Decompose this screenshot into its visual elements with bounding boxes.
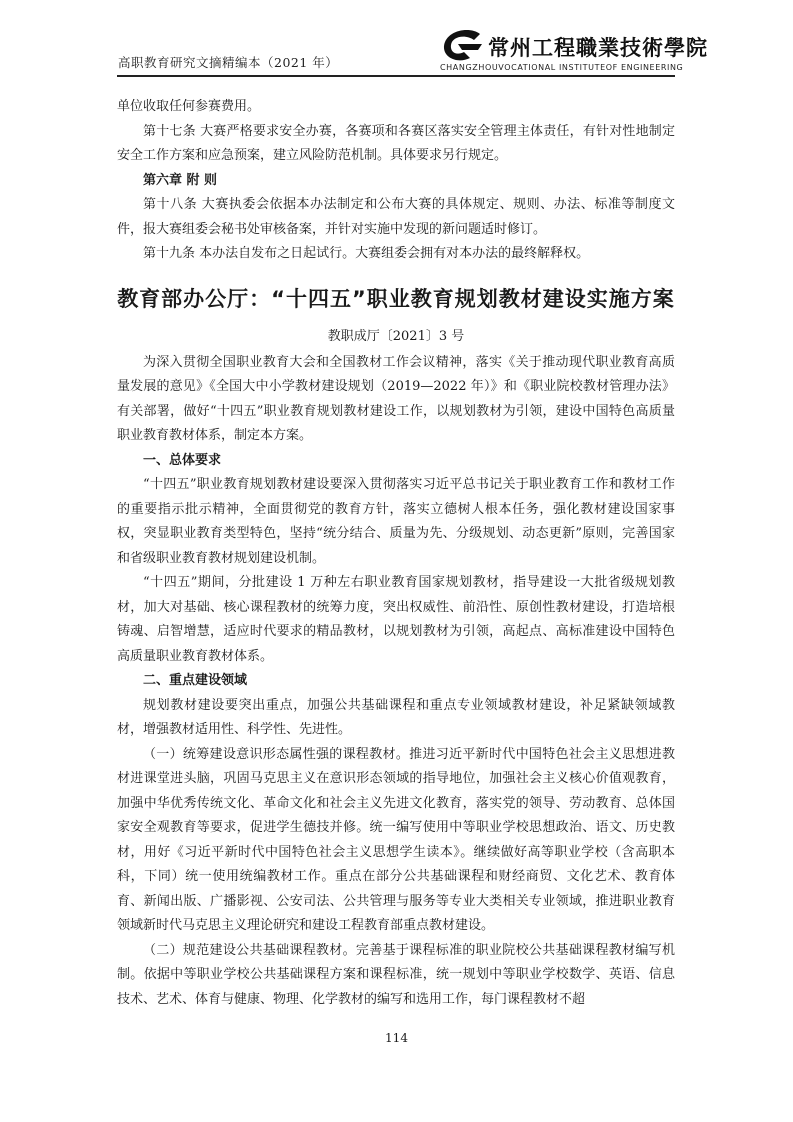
paragraph: 为深入贯彻全国职业教育大会和全国教材工作会议精神，落实《关于推动现代职业教育高质量发展的意见》《全国大中小学教材建设规划（2019—2022 年）》和《职业院校教材管理办法》有关部署，做好“十四五”职业教育规划教材建设工作，以规划教材为引领，建设中国特色高质量职业教育教材体系，制定本方案。 bbox=[117, 354, 675, 443]
page-header bbox=[0, 0, 793, 78]
paragraph: “十四五”期间，分批建设 1 万种左右职业教育国家规划教材，指导建设一大批省级规划教材，加大对基础、核心课程教材的统筹力度，突出权威性、前沿性、原创性教材建设，打造培根铸魂、启智增慧，适应时代要求的精品教材，以规划教材为引领，高起点、高标准建设中国特色高质量职业教育教材体系。 bbox=[117, 575, 675, 664]
paragraph: （一）统筹建设意识形态属性强的课程教材。推进习近平新时代中国特色社会主义思想进教材进课堂进头脑，巩固马克思主义在意识形态领域的指导地位，加强社会主义核心价值观教育，加强中华优秀传统文化、革命文化和社会主义先进文化教育，落实党的领导、劳动教育、总体国家安全观教育等要求，促进学生德技并修。统一编写使用中等职业学校思想政治、语文、历史教材，用好《习近平新时代中国特色社会主义思想学生读本》。继续做好高等职业学校（含高职本科，下同）统一使用统编教材工作。重点在部分公共基础课程和财经商贸、文化艺术、教育体育、新闻出版、广播影视、公安司法、公共管理与服务等专业大类相关专业领域，推进职业教育领域新时代马克思主义理论研究和建设工程教育部重点教材建设。 bbox=[117, 746, 675, 933]
paragraph: “十四五”职业教育规划教材建设要深入贯彻落实习近平总书记关于职业教育工作和教材工作的重要指示批示精神，全面贯彻党的教育方针，落实立德树人根本任务，强化教材建设国家事权，突显职业教育类型特色，坚持“统分结合、质量为先、分级规划、动态更新”原则，完善国家和省级职业教育教材规划建设机制。 bbox=[117, 477, 675, 566]
paragraph: 第十九条 本办法自发布之日起试行。大赛组委会拥有对本办法的最终解释权。 bbox=[143, 246, 590, 261]
school-logo-icon bbox=[440, 28, 484, 64]
running-title: 高职教育研究文摘精编本（2021 年） bbox=[118, 55, 339, 70]
school-name: 常州工程職業技術學院 bbox=[488, 35, 708, 60]
document-number: 教职成厅〔2021〕3 号 bbox=[327, 328, 465, 344]
section-heading: 一、总体要求 bbox=[143, 452, 222, 468]
paragraph: 第十八条 大赛执委会依据本办法制定和公布大赛的具体规定、规则、办法、标准等制度文件，报大赛组委会秘书处审核备案，并针对实施中发现的新问题适时修订。 bbox=[117, 197, 675, 237]
page-content bbox=[117, 95, 675, 1012]
school-name-en: CHANGZHOUVOCATIONAL INSTITUTEOF ENGINEERING bbox=[440, 63, 684, 72]
paragraph: 单位收取任何参赛费用。 bbox=[117, 99, 261, 114]
paragraph: （二）规范建设公共基础课程教材。完善基于课程标准的职业院校公共基础课程教材编写机制。依据中等职业学校公共基础课程方案和课程标准，统一规划中等职业学校数学、英语、信息技术、艺术、体育与健康、物理、化学教材的编写和选用工作，每门课程教材不超 bbox=[117, 942, 675, 1007]
paragraph: 第十七条 大赛严格要求安全办赛，各赛项和各赛区落实安全管理主体责任，有针对性地制定安全工作方案和应急预案，建立风险防范机制。具体要求另行规定。 bbox=[117, 123, 675, 163]
paragraph: 规划教材建设要突出重点，加强公共基础课程和重点专业领域教材建设，补足紧缺领域教材，增强教材适用性、科学性、先进性。 bbox=[117, 697, 675, 737]
section-heading: 二、重点建设领域 bbox=[143, 673, 248, 688]
header-divider bbox=[117, 75, 675, 77]
document-title: 教育部办公厅：“十四五”职业教育规划教材建设实施方案 bbox=[117, 286, 675, 311]
chapter-heading: 第六章 附 则 bbox=[143, 172, 218, 188]
page-number: 114 bbox=[385, 1031, 408, 1045]
